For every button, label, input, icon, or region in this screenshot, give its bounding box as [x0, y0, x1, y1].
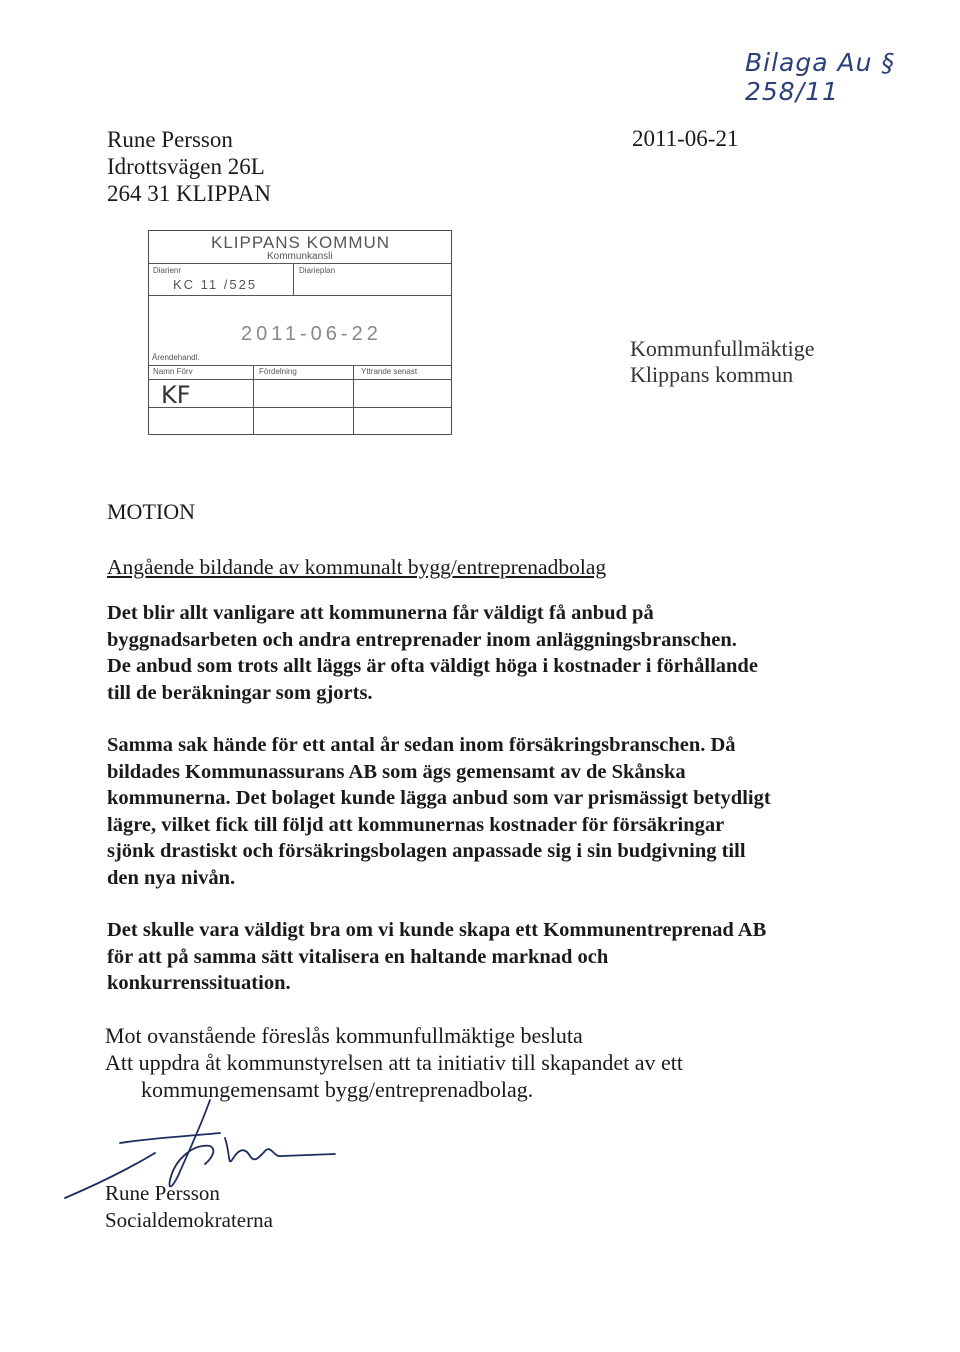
stamp-handlaggare-label: Ärendehandl. [152, 353, 200, 362]
document-subject: Angående bildande av kommunalt bygg/entreprenadbolag [107, 555, 607, 579]
stamp-col1-label: Namn Förv [153, 367, 193, 376]
paragraph-1 [107, 600, 847, 706]
stamp-col2-label: Fördelning [259, 367, 297, 376]
stamp-col3-label: Yttrande senast [361, 367, 418, 376]
stamp-org: KLIPPANS KOMMUN [211, 233, 391, 252]
sender-postal: 264 31 KLIPPAN [107, 181, 272, 206]
received-stamp [148, 230, 452, 435]
recipient-line2: Klippans kommun [630, 362, 794, 387]
sender-street: Idrottsvägen 26L [107, 154, 265, 179]
recipient-address [630, 336, 815, 388]
resolution-line1: Mot ovanstående föreslås kommunfullmäktige besluta [105, 1023, 583, 1048]
signature-name: Rune Persson [105, 1181, 220, 1205]
stamp-diariepl-label: Diarieplan [299, 266, 336, 275]
paragraph-line: till de beräkningar som gjorts. [107, 681, 373, 704]
paragraph-line: byggnadsarbeten och andra entreprenader inom anläggningsbranschen. [107, 628, 737, 651]
paragraph-line: konkurrenssituation. [107, 972, 291, 994]
letter-date: 2011-06-21 [632, 126, 739, 151]
stamp-dept: Kommunkansli [267, 251, 333, 262]
resolution-line3: kommungemensamt bygg/entreprenadbolag. [141, 1077, 534, 1102]
signature-party: Socialdemokraterna [105, 1208, 273, 1232]
paragraph-line: Samma sak hände för ett antal år sedan inom försäkringsbranschen. Då [107, 734, 736, 756]
paragraph-line: för att på samma sätt vitalisera en haltande marknad och [107, 945, 609, 968]
paragraph-line: kommunerna. Det bolaget kunde lägga anbud som var prismässigt betydligt [107, 787, 771, 809]
handwritten-note: Bilaga Au § 258/11 [745, 48, 895, 106]
resolution [105, 1022, 683, 1103]
stamp-diarienr-value: KC 11 /525 [173, 277, 258, 292]
paragraph-line: bildades Kommunassurans AB som ägs gemensamt av de Skånska [107, 760, 686, 783]
resolution-line2: Att uppdra åt kommunstyrelsen att ta initiativ till skapandet av ett [105, 1050, 683, 1075]
stamp-diarienr-label: Diarienr [153, 266, 182, 275]
paragraph-2 [107, 732, 847, 891]
signature-block [105, 1180, 273, 1234]
recipient-line1: Kommunfullmäktige [630, 336, 815, 361]
document-heading: MOTION [107, 499, 195, 524]
paragraph-line: Det blir allt vanligare att kommunerna får väldigt få anbud på [107, 602, 654, 624]
paragraph-line: lägre, vilket fick till följd att kommunernas kostnader för försäkringar [107, 813, 725, 836]
paragraph-line: De anbud som trots allt läggs är ofta väldigt höga i kostnader i förhållande [107, 655, 758, 677]
paragraph-line: sjönk drastiskt och försäkringsbolagen anpassade sig i sin budgivning till [107, 840, 746, 862]
sender-address [107, 126, 271, 207]
stamp-received-date: 2011-06-22 [241, 323, 382, 345]
paragraph-line: Det skulle vara väldigt bra om vi kunde skapa ett Kommunentreprenad AB [107, 919, 767, 941]
paragraph-line: den nya nivån. [107, 866, 236, 889]
stamp-initials: KF [161, 381, 191, 409]
paragraph-3 [107, 917, 847, 997]
sender-name: Rune Persson [107, 127, 233, 152]
